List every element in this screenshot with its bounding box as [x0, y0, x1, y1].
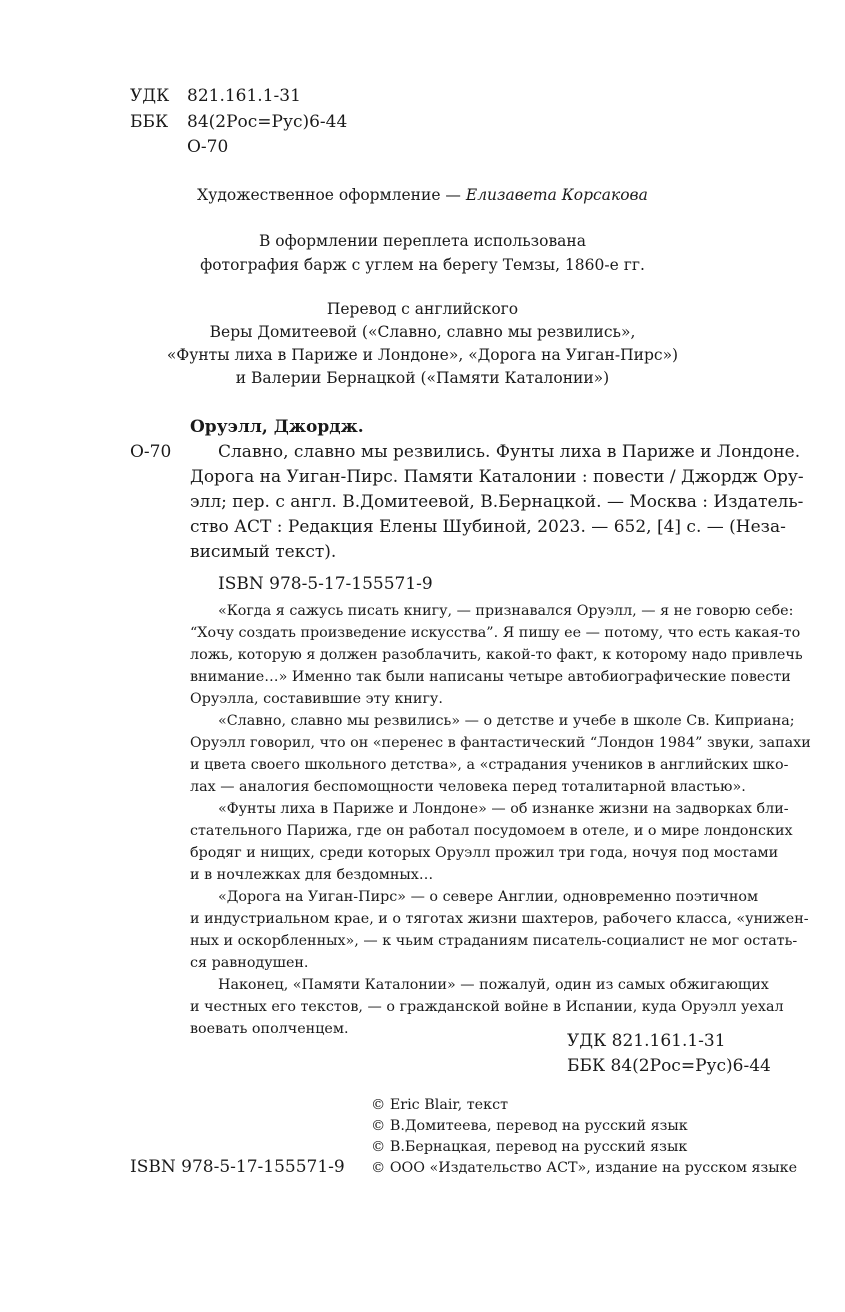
- annotation-line: «Когда я сажусь писать книгу, — признавался Оруэлл, — я не говорю себе:: [218, 603, 794, 619]
- cover-note-line-2: фотография барж с углем на берегу Темзы, 1860-е гг.: [200, 256, 645, 274]
- annotation-line: Оруэлла, составившие эту книгу.: [190, 691, 443, 707]
- annotation-line: Оруэлл говорил, что он «перенес в фантастический “Лондон 1984” звуки, запахи: [190, 735, 811, 751]
- description-line: ство АСТ : Редакция Елены Шубиной, 2023. — 652, [4] с. — (Неза-: [190, 517, 786, 537]
- annotation-line: внимание…» Именно так были написаны четыре автобиографические повести: [190, 669, 791, 685]
- author-heading: Оруэлл, Джордж.: [190, 417, 364, 437]
- annotation-line: ных и оскорбленных», — к чьим страданиям писатель-социалист не мог остать-: [190, 933, 798, 949]
- annotation-line: и индустриальном крае, и о тяготах жизни шахтеров, рабочего класса, «унижен-: [190, 911, 809, 927]
- side-code: О-70: [130, 442, 172, 462]
- description-line: элл; пер. с англ. В.Домитеевой, В.Бернацкой. — Москва : Издатель-: [190, 492, 804, 512]
- footer-isbn: ISBN 978-5-17-155571-9: [130, 1157, 345, 1177]
- design-prefix: Художественное оформление —: [197, 186, 466, 204]
- annotation-line: и честных его текстов, — о гражданской войне в Испании, куда Оруэлл уехал: [190, 999, 784, 1015]
- bottom-udk: УДК 821.161.1-31: [567, 1031, 726, 1051]
- description-line: Дорога на Уиган-Пирс. Памяти Каталонии : повести / Джордж Ору-: [190, 467, 804, 487]
- annotation-line: ложь, которую я должен разоблачить, какой-то факт, к которому надо привлечь: [190, 647, 803, 663]
- catalog-isbn: ISBN 978-5-17-155571-9: [218, 574, 433, 594]
- translation-line: «Фунты лиха в Париже и Лондоне», «Дорога на Уиган-Пирс»): [166, 346, 679, 364]
- annotation-line: «Фунты лиха в Париже и Лондоне» — об изнанке жизни на задворках бли-: [218, 801, 789, 817]
- copyright-line: © В.Бернацкая, перевод на русский язык: [371, 1139, 688, 1155]
- annotation-line: и в ночлежках для бездомных…: [190, 867, 434, 883]
- description-line: Славно, славно мы резвились. Фунты лиха в Париже и Лондоне.: [218, 442, 801, 462]
- bbk-value: 84(2Рос=Рус)6-44: [187, 112, 348, 132]
- copyright-line: © Eric Blair, текст: [371, 1097, 508, 1113]
- translation-line: Веры Домитеевой («Славно, славно мы резвились»,: [209, 323, 636, 341]
- design-credit: [0, 186, 845, 204]
- cover-note-line-1: В оформлении переплета использована: [258, 232, 586, 250]
- author-sign: О-70: [187, 137, 229, 157]
- annotation-line: лах — аналогия беспомощности человека перед тоталитарной властью».: [190, 779, 746, 795]
- description-line: висимый текст).: [190, 542, 337, 562]
- annotation-line: «Дорога на Уиган-Пирс» — о севере Англии, одновременно поэтичном: [218, 889, 759, 905]
- designer-name: Елизавета Корсакова: [465, 186, 648, 204]
- annotation-line: Наконец, «Памяти Каталонии» — пожалуй, один из самых обжигающих: [218, 977, 769, 993]
- annotation-line: стательного Парижа, где он работал посудомоем в отеле, и о мире лондонских: [190, 823, 793, 839]
- udk-label: УДК: [130, 86, 170, 106]
- annotation-line: «Славно, славно мы резвились» — о детстве и учебе в школе Св. Киприана;: [218, 713, 795, 729]
- annotation-line: воевать ополченцем.: [190, 1021, 349, 1037]
- annotation-line: бродяг и нищих, среди которых Оруэлл прожил три года, ночуя под мостами: [190, 845, 779, 861]
- annotation-line: и цвета своего школьного детства», а «страдания учеников в английских шко-: [190, 757, 789, 773]
- bottom-bbk: ББК 84(2Рос=Рус)6-44: [567, 1056, 771, 1076]
- translation-line: и Валерии Бернацкой («Памяти Каталонии»): [235, 369, 610, 387]
- udk-value: 821.161.1-31: [187, 86, 301, 106]
- copyright-line: © В.Домитеева, перевод на русский язык: [371, 1118, 688, 1134]
- translation-line: Перевод с английского: [326, 300, 519, 318]
- copyright-line: © ООО «Издательство АСТ», издание на русском языке: [371, 1160, 798, 1176]
- bbk-label: ББК: [130, 112, 169, 132]
- annotation-line: “Хочу создать произведение искусства”. Я пишу ее — потому, что есть какая-то: [190, 625, 801, 641]
- annotation-line: ся равнодушен.: [190, 955, 309, 971]
